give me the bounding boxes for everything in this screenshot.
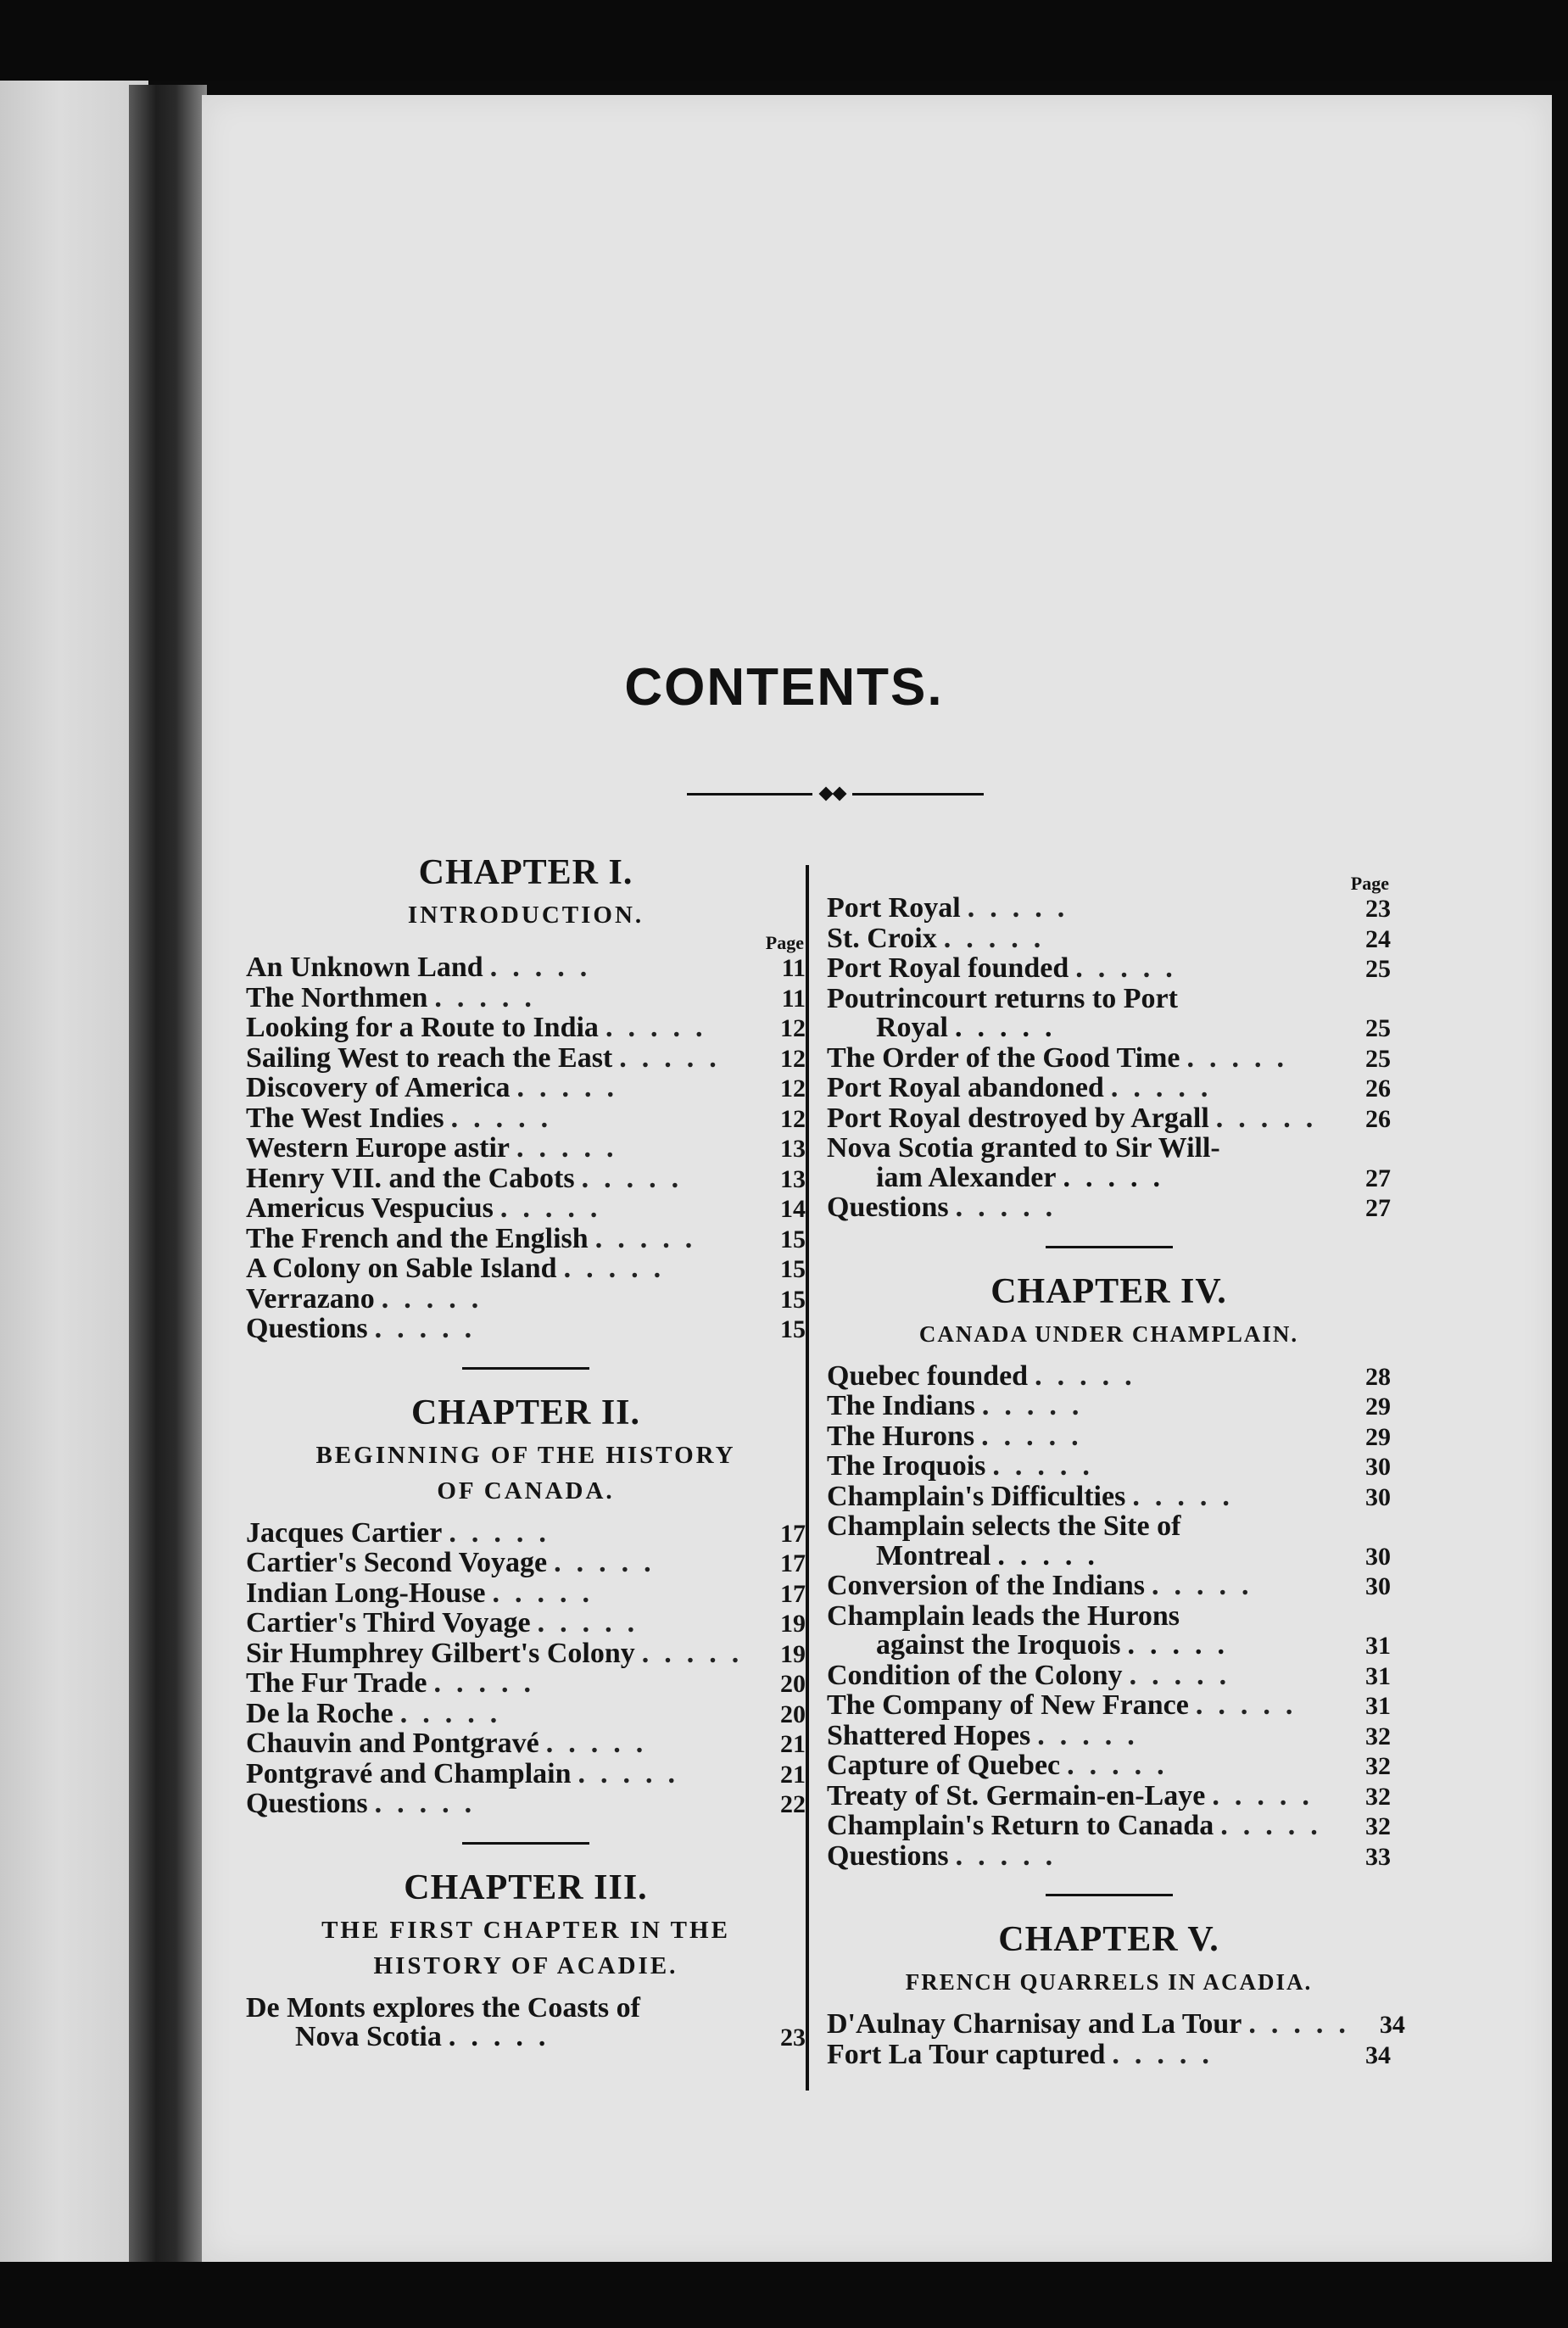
toc-entry[interactable]: Cartier's Third Voyage ..... 19 [246,1607,806,1639]
section-rule [462,1367,589,1370]
chapter-2-entries [246,1516,806,1820]
toc-entry[interactable]: Port Royal destroyed by Argall ..... 26 [827,1102,1391,1134]
chapter-3-subtitle-line-2: HISTORY OF ACADIE. [373,1951,678,1979]
toc-entry[interactable]: Cartier's Second Voyage ..... 17 [246,1547,806,1578]
toc-entry[interactable]: The Fur Trade ..... 20 [246,1667,806,1699]
book-spine [129,85,207,2269]
column-divider [806,865,809,2091]
toc-entry[interactable]: Champlain's Return to Canada ..... 32 [827,1810,1391,1841]
toc-entry[interactable]: Condition of the Colony ..... 31 [827,1659,1391,1691]
toc-entry[interactable]: The Northmen ..... 11 [246,981,806,1013]
toc-entry[interactable]: Port Royal abandoned ..... 26 [827,1072,1391,1103]
toc-entry[interactable]: Sailing West to reach the East ..... 12 [246,1041,806,1074]
toc-entry[interactable]: An Unknown Land ..... 11 [246,952,806,983]
chapter-5-entries [827,2008,1405,2070]
toc-entry[interactable]: Indian Long-House ..... 17 [246,1577,806,1609]
toc-entry[interactable]: Shattered Hopes ..... 32 [827,1719,1391,1751]
toc-entry[interactable]: D'Aulnay Charnisay and La Tour ..... 34 [827,2008,1405,2040]
section-rule [462,1842,589,1845]
chapter-4-title: CHAPTER IV. [990,1271,1227,1311]
toc-entry[interactable]: Capture of Quebec ..... 32 [827,1750,1391,1781]
toc-entry[interactable]: Americus Vespucius ..... 14 [246,1192,806,1224]
toc-entry[interactable]: Conversion of the Indians ..... 30 [827,1570,1391,1601]
toc-entry[interactable]: Champlain selects the Site of [827,1510,1181,1542]
toc-entry[interactable]: De la Roche ..... 20 [246,1697,806,1729]
toc-entry[interactable]: Pontgravé and Champlain ..... 21 [246,1757,806,1789]
toc-entry[interactable]: Questions ..... 22 [246,1788,806,1819]
scan-border-top [0,0,1568,81]
toc-entry[interactable]: The Order of the Good Time ..... 25 [827,1041,1391,1074]
toc-entry[interactable]: Questions ..... 27 [827,1192,1391,1223]
toc-entry[interactable]: The Indians ..... 29 [827,1390,1391,1421]
toc-entry[interactable]: The French and the English ..... 15 [246,1222,806,1254]
toc-entry-continuation[interactable]: against the Iroquois ..... 31 [876,1629,1391,1661]
chapter-1-title: CHAPTER I. [418,853,633,892]
toc-entry[interactable]: Questions ..... 33 [827,1840,1391,1872]
toc-entry[interactable]: The Company of New France ..... 31 [827,1689,1391,1721]
toc-entry[interactable]: The Iroquois ..... 30 [827,1450,1391,1482]
chapter-4-entries [827,1359,1391,1873]
ornament-diamond-icon [819,787,834,801]
toc-entry[interactable]: Questions ..... 15 [246,1313,806,1344]
section-rule [1046,1894,1173,1896]
toc-entry[interactable]: Western Europe astir ..... 13 [246,1132,806,1164]
toc-entry[interactable]: Looking for a Route to India ..... 12 [246,1012,806,1043]
title-ornament [687,789,984,801]
contents-column-right [827,873,1405,2070]
chapter-5-subtitle: FRENCH QUARRELS IN ACADIA. [905,1969,1313,1995]
toc-entry[interactable]: Jacques Cartier ..... 17 [246,1516,806,1549]
facing-page-edge [0,81,148,2286]
contents-column-left [246,848,806,2053]
page-column-heading: Page [1350,873,1389,894]
toc-entry[interactable]: St. Croix ..... 24 [827,922,1391,954]
toc-entry[interactable]: Sir Humphrey Gilbert's Colony ..... 19 [246,1637,806,1669]
toc-entry[interactable]: The Hurons ..... 29 [827,1420,1391,1452]
chapter-1-entries [246,953,806,1345]
chapter-3-title: CHAPTER III. [404,1867,648,1907]
toc-entry[interactable]: Chauvin and Pontgravé ..... 21 [246,1728,806,1759]
toc-entry-continuation[interactable]: Royal ..... 25 [876,1012,1391,1043]
chapter-4-subtitle: CANADA UNDER CHAMPLAIN. [918,1320,1299,1347]
toc-entry-continuation[interactable]: iam Alexander ..... 27 [876,1161,1391,1193]
ornament-line-left [687,793,812,796]
ornament-line-right [852,793,984,796]
toc-entry[interactable]: Nova Scotia granted to Sir Will- [827,1132,1220,1164]
toc-entry[interactable]: Henry VII. and the Cabots ..... 13 [246,1162,806,1194]
chapter-3-entries-left [246,1991,806,2053]
toc-entry[interactable]: Port Royal founded ..... 25 [827,952,1391,984]
section-rule [1046,1246,1173,1248]
toc-entry[interactable]: Treaty of St. Germain-en-Laye ..... 32 [827,1779,1391,1812]
chapter-5-title: CHAPTER V. [998,1920,1219,1959]
page-title: CONTENTS. [624,658,944,717]
toc-entry[interactable]: Quebec founded ..... 28 [827,1359,1391,1392]
toc-entry[interactable]: Fort La Tour captured ..... 34 [827,2038,1391,2070]
toc-entry-continuation[interactable]: Nova Scotia ..... 23 [295,2021,806,2052]
toc-entry[interactable]: Port Royal ..... 23 [827,892,1391,924]
page-column-heading: Page [765,932,804,953]
toc-entry[interactable]: Discovery of America ..... 12 [246,1072,806,1103]
ornament-diamond-icon [833,787,847,801]
toc-entry[interactable]: A Colony on Sable Island ..... 15 [246,1253,806,1284]
chapter-2-title: CHAPTER II. [410,1393,641,1432]
toc-entry[interactable]: The West Indies ..... 12 [246,1102,806,1134]
scan-border-bottom [0,2262,1568,2328]
toc-entry[interactable]: De Monts explores the Coasts of [246,1991,640,2024]
toc-entry[interactable]: Champlain's Difficulties ..... 30 [827,1480,1391,1512]
toc-entry-continuation[interactable]: Montreal ..... 30 [876,1539,1391,1572]
toc-entry[interactable]: Poutrincourt returns to Port [827,982,1178,1014]
chapter-1-subtitle: INTRODUCTION. [407,902,644,929]
chapter-2-subtitle-line-1: BEGINNING OF THE HISTORY [315,1441,736,1469]
chapter-3-subtitle-line-1: THE FIRST CHAPTER IN THE [321,1916,730,1944]
chapter-2-subtitle-line-2: OF CANADA. [437,1477,615,1505]
toc-entry[interactable]: Verrazano ..... 15 [246,1282,806,1315]
chapter-3-entries-right [827,894,1391,1224]
toc-entry[interactable]: Champlain leads the Hurons [827,1599,1180,1632]
